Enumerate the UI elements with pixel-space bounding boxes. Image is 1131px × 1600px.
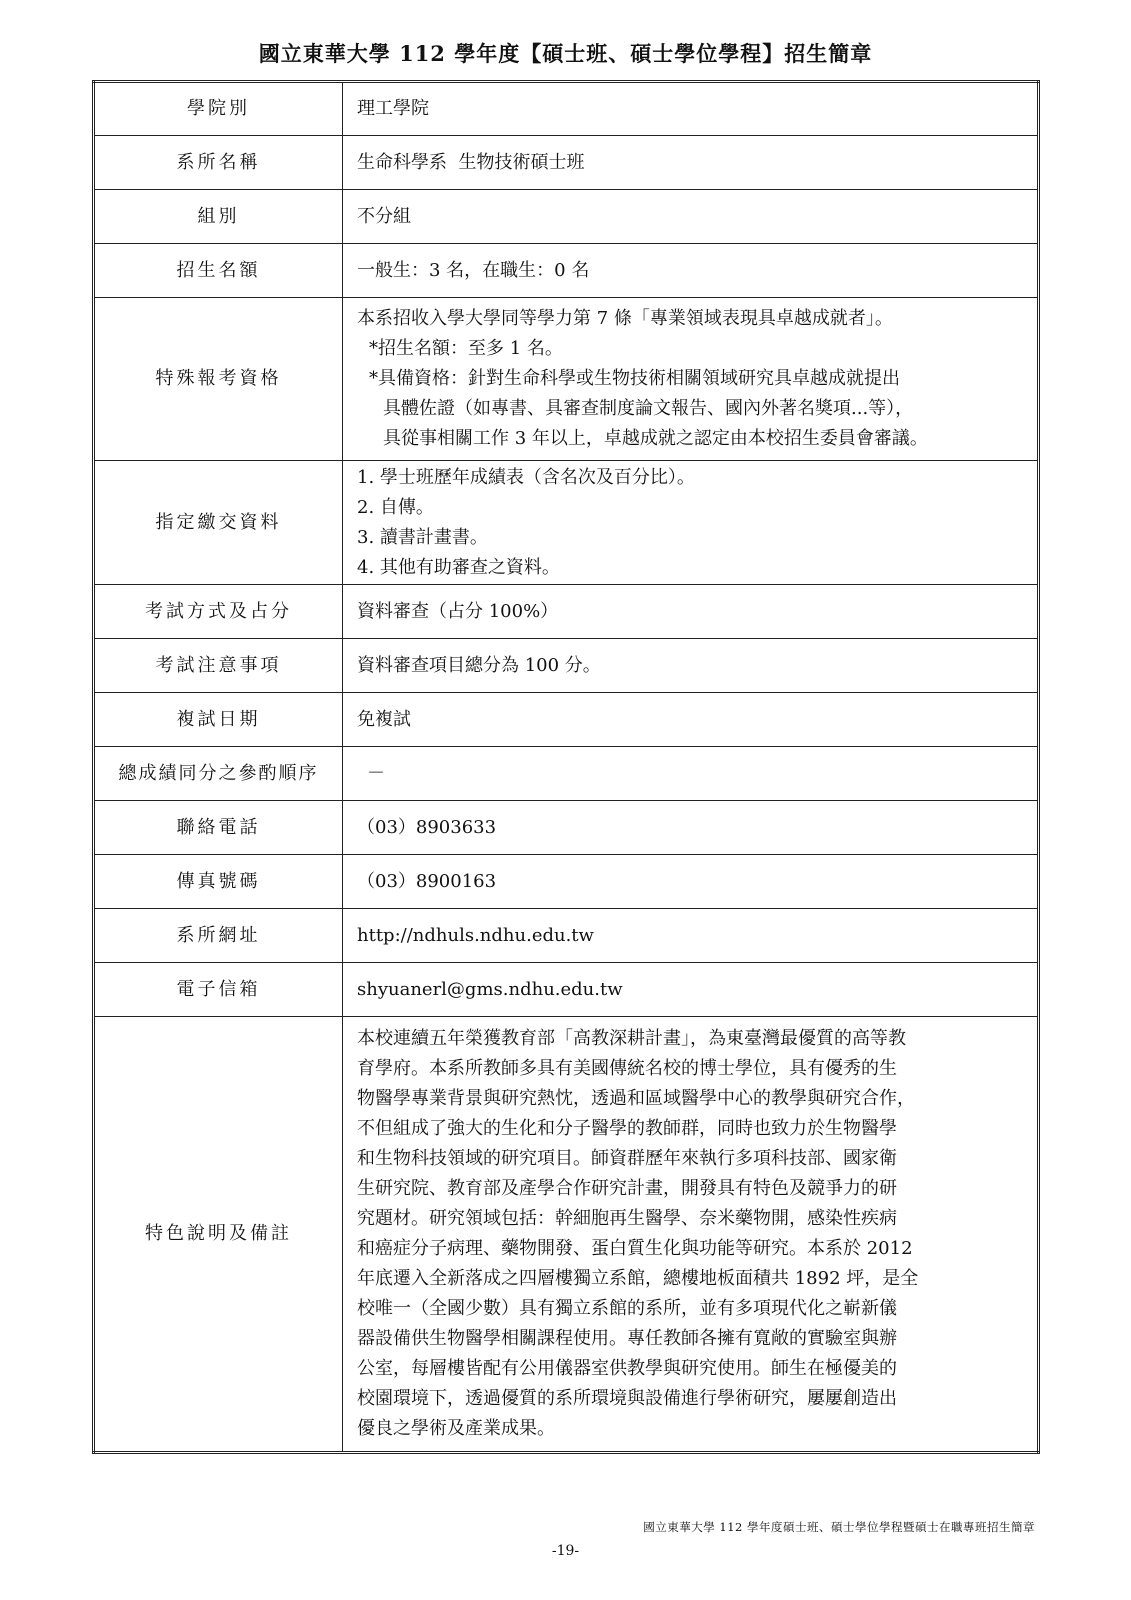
table-row — [94, 639, 1039, 693]
row-label-fax: 傳真號碼 — [94, 855, 343, 909]
text-line: 具從事相關工作 3 年以上，卓越成就之認定由本校招生委員會審議。 — [383, 428, 928, 449]
table-row — [94, 693, 1039, 747]
text-line: *具備資格：針對生命科學或生物技術相關領域研究具卓越成就提出 — [369, 368, 900, 389]
list-item: 1. 學士班歷年成績表（含名次及百分比）。 — [357, 466, 695, 488]
text-line: 和癌症分子病理、藥物開發、蛋白質生化與功能等研究。本系於 2012 — [357, 1238, 913, 1259]
text-line: 本校連續五年榮獲教育部「高教深耕計畫」，為東臺灣最優質的高等教 — [357, 1028, 906, 1049]
document-title: 國立東華大學 112 學年度【碩士班、碩士學位學程】招生簡章 — [258, 41, 873, 66]
row-value-required-documents — [343, 461, 1039, 585]
row-value-website[interactable]: http://ndhuls.ndhu.edu.tw — [343, 909, 1039, 963]
table-row — [94, 909, 1039, 963]
row-value-tiebreak-order: － — [343, 747, 1039, 801]
row-value-email[interactable]: shyuanerl@gms.ndhu.edu.tw — [343, 963, 1039, 1017]
row-label-tiebreak-order: 總成績同分之參酌順序 — [94, 747, 343, 801]
table-row — [94, 1017, 1039, 1453]
text-line: 本系招收入學大學同等學力第 7 條「專業領域表現具卓越成就者」。 — [357, 308, 893, 329]
row-value-exam-method: 資料審查（占分 100%） — [343, 585, 1039, 639]
table-row — [94, 136, 1039, 190]
text-line: 不但組成了強大的生化和分子醫學的教師群，同時也致力於生物醫學 — [357, 1118, 897, 1139]
row-label-phone: 聯絡電話 — [94, 801, 343, 855]
row-label-second-exam-date: 複試日期 — [94, 693, 343, 747]
list-item: 4. 其他有助審查之資料。 — [357, 556, 560, 578]
row-label-features-notes: 特色說明及備註 — [94, 1017, 343, 1453]
table-row — [94, 190, 1039, 244]
table-row — [94, 585, 1039, 639]
text-line: 校唯一（全國少數）具有獨立系館的系所，並有多項現代化之嶄新儀 — [357, 1298, 897, 1319]
row-label-college: 學院別 — [94, 82, 343, 136]
page-number: -19- — [551, 1543, 580, 1559]
row-label-department: 系所名稱 — [94, 136, 343, 190]
text-line: 和生物科技領域的研究項目。師資群歷年來執行多項科技部、國家衛 — [357, 1148, 897, 1169]
list-item: 3. 讀書計畫書。 — [357, 526, 488, 548]
list-item: 2. 自傳。 — [357, 496, 434, 518]
row-value-special-eligibility — [343, 298, 1039, 461]
text-line: 年底遷入全新落成之四層樓獨立系館，總樓地板面積共 1892 坪，是全 — [357, 1268, 919, 1289]
page-footer: 國立東華大學 112 學年度碩士班、碩士學位學程暨碩士在職專班招生簡章 — [643, 1520, 1035, 1534]
text-line: *招生名額：至多 1 名。 — [369, 338, 563, 359]
text-line: 器設備供生物醫學相關課程使用。專任教師各擁有寬敞的實驗室與辦 — [357, 1328, 897, 1349]
row-label-exam-method: 考試方式及占分 — [94, 585, 343, 639]
text-line: 具體佐證（如專書、具審查制度論文報告、國內外著名獎項...等）， — [383, 398, 914, 419]
table-row — [94, 855, 1039, 909]
table-row — [94, 298, 1039, 461]
row-value-quota: 一般生：3 名，在職生：0 名 — [343, 244, 1039, 298]
row-value-college: 理工學院 — [343, 82, 1039, 136]
text-line: 生研究院、教育部及產學合作研究計畫，開發具有特色及競爭力的研 — [357, 1178, 897, 1199]
row-value-exam-notes: 資料審查項目總分為 100 分。 — [343, 639, 1039, 693]
row-value-second-exam-date: 免複試 — [343, 693, 1039, 747]
row-label-exam-notes: 考試注意事項 — [94, 639, 343, 693]
row-label-group: 組別 — [94, 190, 343, 244]
text-line: 公室，每層樓皆配有公用儀器室供教學與研究使用。師生在極優美的 — [357, 1358, 897, 1379]
row-value-fax: （03）8900163 — [343, 855, 1039, 909]
table-row — [94, 244, 1039, 298]
row-label-special-eligibility: 特殊報考資格 — [94, 298, 343, 461]
text-line: 究題材。研究領域包括：幹細胞再生醫學、奈米藥物開，感染性疾病 — [357, 1208, 897, 1229]
text-line: 優良之學術及產業成果。 — [357, 1418, 555, 1439]
table-row — [94, 747, 1039, 801]
text-line: 育學府。本系所教師多具有美國傳統名校的博士學位，具有優秀的生 — [357, 1058, 897, 1079]
text-line: 物醫學專業背景與研究熱忱，透過和區域醫學中心的教學與研究合作， — [357, 1088, 915, 1109]
table-row — [94, 801, 1039, 855]
text-line: 校園環境下，透過優質的系所環境與設備進行學術研究，屢屢創造出 — [357, 1388, 897, 1409]
table-row — [94, 461, 1039, 585]
row-value-department: 生命科學系 生物技術碩士班 — [343, 136, 1039, 190]
row-value-features-notes — [343, 1017, 1039, 1453]
row-label-website: 系所網址 — [94, 909, 343, 963]
row-value-phone: （03）8903633 — [343, 801, 1039, 855]
row-label-required-documents: 指定繳交資料 — [94, 461, 343, 585]
table-row — [94, 82, 1039, 136]
row-label-email: 電子信箱 — [94, 963, 343, 1017]
admission-info-table — [92, 80, 1040, 1454]
row-value-group: 不分組 — [343, 190, 1039, 244]
row-label-quota: 招生名額 — [94, 244, 343, 298]
table-row — [94, 963, 1039, 1017]
